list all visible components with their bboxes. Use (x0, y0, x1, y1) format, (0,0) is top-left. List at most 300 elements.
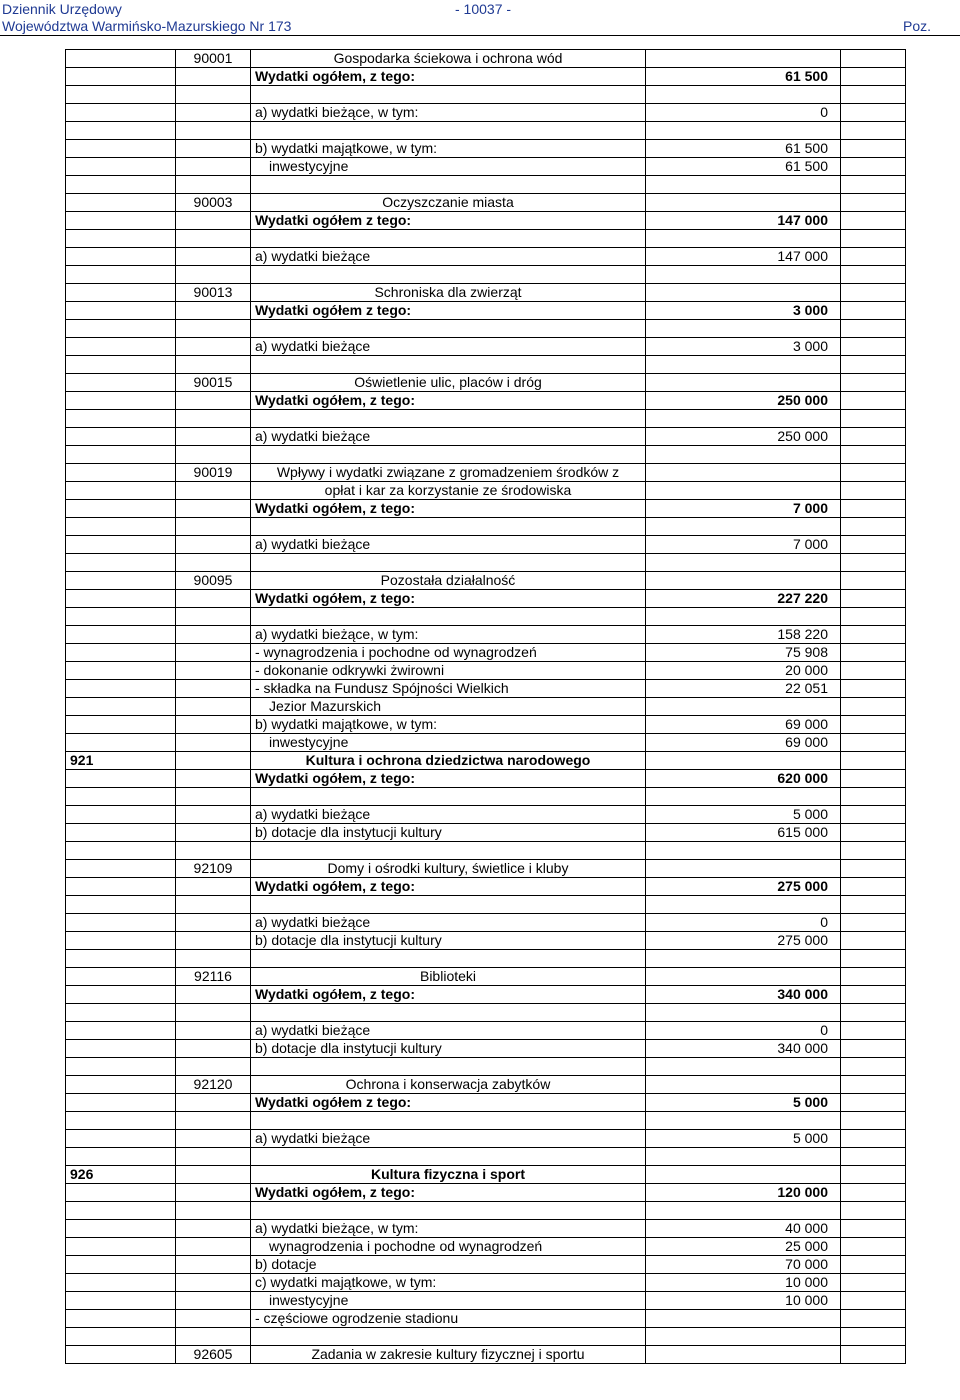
chapter-code-cell: 92605 (176, 1346, 251, 1364)
description-cell: Biblioteki (251, 968, 646, 986)
chapter-code-cell (176, 698, 251, 716)
empty-cell (841, 194, 906, 212)
description-cell (251, 320, 646, 338)
description-cell (251, 788, 646, 806)
section-code-cell (66, 680, 176, 698)
table-row (66, 554, 906, 572)
chapter-code-cell (176, 932, 251, 950)
section-code-cell (66, 1094, 176, 1112)
description-cell: b) dotacje dla instytucji kultury (251, 1040, 646, 1058)
chapter-code-cell (176, 1130, 251, 1148)
amount-cell: 5 000 (646, 1094, 841, 1112)
amount-cell (646, 608, 841, 626)
description-cell (251, 1148, 646, 1166)
section-code-cell (66, 1058, 176, 1076)
section-code-cell (66, 446, 176, 464)
description-cell (251, 554, 646, 572)
table-row (66, 428, 906, 446)
amount-cell: 147 000 (646, 248, 841, 266)
chapter-code-cell: 90001 (176, 50, 251, 68)
amount-cell: 147 000 (646, 212, 841, 230)
table-row (66, 1274, 906, 1292)
amount-cell (646, 554, 841, 572)
empty-cell (841, 176, 906, 194)
amount-cell (646, 230, 841, 248)
empty-cell (841, 212, 906, 230)
page-header (0, 0, 960, 36)
amount-cell (646, 266, 841, 284)
section-code-cell (66, 320, 176, 338)
table-row (66, 986, 906, 1004)
table-row (66, 50, 906, 68)
empty-cell (841, 860, 906, 878)
chapter-code-cell (176, 1220, 251, 1238)
section-code-cell (66, 212, 176, 230)
amount-cell: 0 (646, 1022, 841, 1040)
section-code-cell (66, 1076, 176, 1094)
amount-cell (646, 518, 841, 536)
amount-cell (646, 860, 841, 878)
empty-cell (841, 680, 906, 698)
chapter-code-cell (176, 770, 251, 788)
section-code-cell (66, 698, 176, 716)
description-cell: Kultura fizyczna i sport (251, 1166, 646, 1184)
chapter-code-cell: 92120 (176, 1076, 251, 1094)
chapter-code-cell (176, 230, 251, 248)
empty-cell (841, 1130, 906, 1148)
description-cell (251, 842, 646, 860)
amount-cell (646, 446, 841, 464)
section-code-cell (66, 104, 176, 122)
chapter-code-cell (176, 590, 251, 608)
description-cell: inwestycyjne (251, 1292, 646, 1310)
amount-cell: 25 000 (646, 1238, 841, 1256)
description-cell: inwestycyjne (251, 734, 646, 752)
table-row (66, 1148, 906, 1166)
chapter-code-cell: 90095 (176, 572, 251, 590)
section-code-cell (66, 410, 176, 428)
section-code-cell (66, 1328, 176, 1346)
description-cell: b) dotacje dla instytucji kultury (251, 932, 646, 950)
amount-cell: 7 000 (646, 500, 841, 518)
description-cell: a) wydatki bieżące, w tym: (251, 1220, 646, 1238)
chapter-code-cell (176, 680, 251, 698)
empty-cell (841, 1076, 906, 1094)
chapter-code-cell: 90019 (176, 464, 251, 482)
description-cell: Kultura i ochrona dziedzictwa narodowego (251, 752, 646, 770)
amount-cell: 10 000 (646, 1292, 841, 1310)
table-row (66, 68, 906, 86)
empty-cell (841, 1022, 906, 1040)
empty-cell (841, 158, 906, 176)
description-cell (251, 266, 646, 284)
amount-cell: 275 000 (646, 932, 841, 950)
chapter-code-cell (176, 1328, 251, 1346)
section-code-cell (66, 716, 176, 734)
table-row (66, 1112, 906, 1130)
empty-cell (841, 878, 906, 896)
amount-cell: 40 000 (646, 1220, 841, 1238)
empty-cell (841, 554, 906, 572)
description-cell: a) wydatki bieżące (251, 1022, 646, 1040)
amount-cell: 3 000 (646, 338, 841, 356)
empty-cell (841, 464, 906, 482)
empty-cell (841, 1328, 906, 1346)
table-row (66, 1094, 906, 1112)
chapter-code-cell (176, 608, 251, 626)
table-row (66, 590, 906, 608)
description-cell: b) dotacje dla instytucji kultury (251, 824, 646, 842)
description-cell: a) wydatki bieżące (251, 428, 646, 446)
table-row (66, 284, 906, 302)
table-row (66, 140, 906, 158)
table-row (66, 932, 906, 950)
section-code-cell (66, 1202, 176, 1220)
description-cell: a) wydatki bieżące, w tym: (251, 104, 646, 122)
table-row (66, 1130, 906, 1148)
amount-cell: 61 500 (646, 68, 841, 86)
description-cell (251, 356, 646, 374)
amount-cell: 120 000 (646, 1184, 841, 1202)
table-row (66, 320, 906, 338)
chapter-code-cell (176, 734, 251, 752)
amount-cell: 22 051 (646, 680, 841, 698)
amount-cell (646, 1328, 841, 1346)
chapter-code-cell (176, 1058, 251, 1076)
description-cell: Wydatki ogółem, z tego: (251, 392, 646, 410)
chapter-code-cell (176, 518, 251, 536)
chapter-code-cell (176, 428, 251, 446)
section-code-cell: 921 (66, 752, 176, 770)
section-code-cell (66, 1274, 176, 1292)
chapter-code-cell (176, 1166, 251, 1184)
table-row (66, 122, 906, 140)
description-cell: Wydatki ogółem, z tego: (251, 986, 646, 1004)
table-row (66, 914, 906, 932)
table-row (66, 734, 906, 752)
section-code-cell (66, 554, 176, 572)
amount-cell: 70 000 (646, 1256, 841, 1274)
description-cell: Oświetlenie ulic, placów i dróg (251, 374, 646, 392)
section-code-cell (66, 1346, 176, 1364)
empty-cell (841, 284, 906, 302)
empty-cell (841, 1148, 906, 1166)
empty-cell (841, 1346, 906, 1364)
chapter-code-cell (176, 1040, 251, 1058)
table-row (66, 842, 906, 860)
table-row (66, 1346, 906, 1364)
section-code-cell (66, 392, 176, 410)
section-code-cell (66, 266, 176, 284)
description-cell: a) wydatki bieżące (251, 338, 646, 356)
chapter-code-cell: 90003 (176, 194, 251, 212)
empty-cell (841, 446, 906, 464)
chapter-code-cell (176, 158, 251, 176)
amount-cell: 227 220 (646, 590, 841, 608)
chapter-code-cell (176, 662, 251, 680)
empty-cell (841, 968, 906, 986)
amount-cell: 7 000 (646, 536, 841, 554)
section-code-cell (66, 338, 176, 356)
empty-cell (841, 536, 906, 554)
chapter-code-cell (176, 536, 251, 554)
empty-cell (841, 140, 906, 158)
chapter-code-cell (176, 824, 251, 842)
chapter-code-cell (176, 1184, 251, 1202)
amount-cell (646, 284, 841, 302)
description-cell: opłat i kar za korzystanie ze środowiska (251, 482, 646, 500)
section-code-cell (66, 590, 176, 608)
description-cell (251, 446, 646, 464)
chapter-code-cell (176, 104, 251, 122)
amount-cell (646, 788, 841, 806)
description-cell: Domy i ośrodki kultury, świetlice i kluby (251, 860, 646, 878)
empty-cell (841, 1274, 906, 1292)
table-row (66, 644, 906, 662)
amount-cell: 5 000 (646, 806, 841, 824)
empty-cell (841, 338, 906, 356)
amount-cell (646, 194, 841, 212)
empty-cell (841, 320, 906, 338)
chapter-code-cell: 92116 (176, 968, 251, 986)
description-cell: b) wydatki majątkowe, w tym: (251, 140, 646, 158)
section-code-cell (66, 932, 176, 950)
chapter-code-cell (176, 248, 251, 266)
description-cell (251, 410, 646, 428)
section-code-cell (66, 572, 176, 590)
section-code-cell (66, 68, 176, 86)
empty-cell (841, 590, 906, 608)
budget-table (65, 49, 906, 1364)
description-cell: Wydatki ogółem z tego: (251, 212, 646, 230)
description-cell: - składka na Fundusz Spójności Wielkich (251, 680, 646, 698)
empty-cell (841, 1058, 906, 1076)
table-row (66, 1238, 906, 1256)
amount-cell: 75 908 (646, 644, 841, 662)
amount-cell: 61 500 (646, 158, 841, 176)
description-cell: Wpływy i wydatki związane z gromadzeniem środków z (251, 464, 646, 482)
amount-cell: 5 000 (646, 1130, 841, 1148)
section-code-cell (66, 302, 176, 320)
table-row (66, 536, 906, 554)
description-cell (251, 176, 646, 194)
table-row (66, 680, 906, 698)
chapter-code-cell (176, 212, 251, 230)
chapter-code-cell (176, 1094, 251, 1112)
description-cell (251, 230, 646, 248)
chapter-code-cell (176, 86, 251, 104)
chapter-code-cell (176, 842, 251, 860)
section-code-cell (66, 482, 176, 500)
description-cell: wynagrodzenia i pochodne od wynagrodzeń (251, 1238, 646, 1256)
amount-cell (646, 482, 841, 500)
description-cell (251, 608, 646, 626)
amount-cell: 20 000 (646, 662, 841, 680)
table-row (66, 464, 906, 482)
empty-cell (841, 626, 906, 644)
header-divider (0, 35, 960, 36)
description-cell (251, 1058, 646, 1076)
section-code-cell (66, 374, 176, 392)
chapter-code-cell: 90013 (176, 284, 251, 302)
table-row (66, 572, 906, 590)
empty-cell (841, 716, 906, 734)
section-code-cell (66, 1292, 176, 1310)
section-code-cell (66, 194, 176, 212)
empty-cell (841, 914, 906, 932)
empty-cell (841, 1256, 906, 1274)
description-cell (251, 1112, 646, 1130)
amount-cell: 620 000 (646, 770, 841, 788)
amount-cell (646, 1202, 841, 1220)
empty-cell (841, 68, 906, 86)
description-cell: Wydatki ogółem z tego: (251, 1094, 646, 1112)
chapter-code-cell (176, 1148, 251, 1166)
amount-cell (646, 572, 841, 590)
section-code-cell (66, 968, 176, 986)
section-code-cell (66, 428, 176, 446)
amount-cell (646, 86, 841, 104)
empty-cell (841, 1292, 906, 1310)
section-code-cell (66, 140, 176, 158)
table-row (66, 1292, 906, 1310)
table-row (66, 158, 906, 176)
amount-cell (646, 842, 841, 860)
empty-cell (841, 986, 906, 1004)
table-row (66, 950, 906, 968)
section-code-cell (66, 842, 176, 860)
table-row (66, 500, 906, 518)
table-row (66, 248, 906, 266)
description-cell: Wydatki ogółem, z tego: (251, 878, 646, 896)
empty-cell (841, 662, 906, 680)
chapter-code-cell (176, 446, 251, 464)
description-cell: a) wydatki bieżące (251, 536, 646, 554)
chapter-code-cell (176, 1256, 251, 1274)
table-row (66, 1256, 906, 1274)
amount-cell: 250 000 (646, 392, 841, 410)
table-row (66, 1328, 906, 1346)
description-cell (251, 86, 646, 104)
description-cell: Jezior Mazurskich (251, 698, 646, 716)
table-row (66, 356, 906, 374)
description-cell (251, 1004, 646, 1022)
description-cell: a) wydatki bieżące (251, 248, 646, 266)
section-code-cell (66, 230, 176, 248)
description-cell: Wydatki ogółem, z tego: (251, 770, 646, 788)
chapter-code-cell (176, 788, 251, 806)
table-row (66, 86, 906, 104)
chapter-code-cell: 92109 (176, 860, 251, 878)
amount-cell (646, 356, 841, 374)
table-row (66, 212, 906, 230)
description-cell: Oczyszczanie miasta (251, 194, 646, 212)
page-number: - 10037 - (455, 1, 512, 17)
section-code-cell (66, 734, 176, 752)
empty-cell (841, 734, 906, 752)
amount-cell (646, 1112, 841, 1130)
section-code-cell (66, 518, 176, 536)
empty-cell (841, 1202, 906, 1220)
section-code-cell (66, 788, 176, 806)
description-cell: b) dotacje (251, 1256, 646, 1274)
empty-cell (841, 824, 906, 842)
amount-cell (646, 752, 841, 770)
chapter-code-cell (176, 356, 251, 374)
section-code-cell (66, 1130, 176, 1148)
chapter-code-cell (176, 1310, 251, 1328)
empty-cell (841, 806, 906, 824)
empty-cell (841, 896, 906, 914)
section-code-cell (66, 50, 176, 68)
section-code-cell (66, 284, 176, 302)
chapter-code-cell (176, 410, 251, 428)
section-code-cell (66, 860, 176, 878)
empty-cell (841, 518, 906, 536)
table-row (66, 1076, 906, 1094)
table-row (66, 104, 906, 122)
table-row (66, 608, 906, 626)
amount-cell: 615 000 (646, 824, 841, 842)
section-code-cell (66, 176, 176, 194)
section-code-cell (66, 626, 176, 644)
table-row (66, 698, 906, 716)
description-cell: inwestycyjne (251, 158, 646, 176)
section-code-cell (66, 1256, 176, 1274)
empty-cell (841, 500, 906, 518)
chapter-code-cell (176, 1202, 251, 1220)
table-row (66, 338, 906, 356)
table-row (66, 1184, 906, 1202)
amount-cell: 10 000 (646, 1274, 841, 1292)
chapter-code-cell (176, 1004, 251, 1022)
chapter-code-cell (176, 644, 251, 662)
empty-cell (841, 266, 906, 284)
table-row (66, 1040, 906, 1058)
amount-cell (646, 410, 841, 428)
table-row (66, 1310, 906, 1328)
empty-cell (841, 1112, 906, 1130)
table-row (66, 374, 906, 392)
chapter-code-cell (176, 392, 251, 410)
empty-cell (841, 698, 906, 716)
empty-cell (841, 842, 906, 860)
amount-cell (646, 1058, 841, 1076)
table-row (66, 392, 906, 410)
chapter-code-cell (176, 176, 251, 194)
amount-cell: 158 220 (646, 626, 841, 644)
empty-cell (841, 248, 906, 266)
section-code-cell (66, 608, 176, 626)
empty-cell (841, 1004, 906, 1022)
table-row (66, 770, 906, 788)
section-code-cell (66, 536, 176, 554)
amount-cell (646, 968, 841, 986)
empty-cell (841, 230, 906, 248)
chapter-code-cell (176, 878, 251, 896)
description-cell: a) wydatki bieżące (251, 1130, 646, 1148)
empty-cell (841, 770, 906, 788)
chapter-code-cell: 90015 (176, 374, 251, 392)
chapter-code-cell (176, 950, 251, 968)
chapter-code-cell (176, 554, 251, 572)
section-code-cell (66, 1310, 176, 1328)
table-row (66, 752, 906, 770)
position-label: Poz. (903, 18, 932, 34)
amount-cell (646, 320, 841, 338)
empty-cell (841, 86, 906, 104)
empty-cell (841, 356, 906, 374)
